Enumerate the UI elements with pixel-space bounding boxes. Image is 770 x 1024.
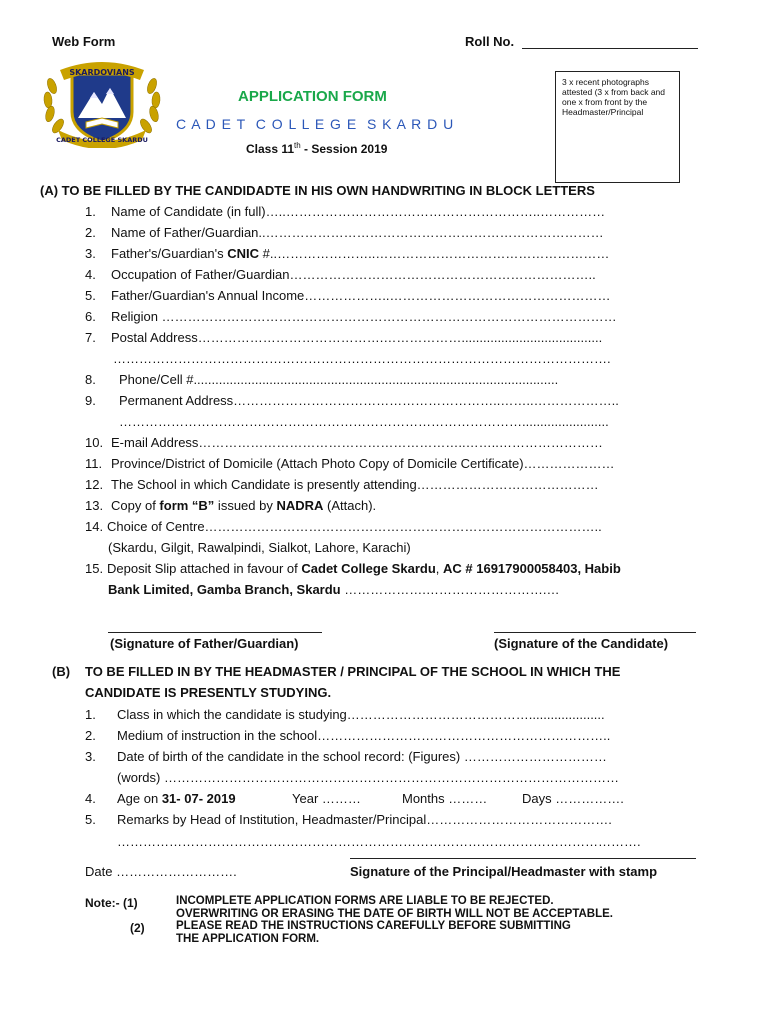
field-age-months[interactable]: Months ……… <box>402 791 488 806</box>
candidate-signature-line[interactable] <box>494 632 696 633</box>
field-postal-address[interactable]: 7. Postal Address…………………………………….………………....................................... <box>85 330 603 345</box>
field-dob-figures[interactable]: 3. Date of birth of the candidate in the school record: (Figures) …………………………… <box>85 749 607 764</box>
section-a-heading: (A) TO BE FILLED BY THE CANDIDADTE IN HIS OWN HANDWRITING IN BLOCK LETTERS <box>40 183 595 198</box>
roll-no-field[interactable] <box>522 48 698 49</box>
section-b-heading: TO BE FILLED IN BY THE HEADMASTER / PRINCIPAL OF THE SCHOOL IN WHICH THE <box>85 664 621 679</box>
field-email[interactable]: 10. E-mail Address……………………………………………………..……..…………………… <box>85 435 603 450</box>
svg-text:SKARDOVIANS: SKARDOVIANS <box>69 68 135 77</box>
centre-options: (Skardu, Gilgit, Rawalpindi, Sialkot, Lahore, Karachi) <box>108 540 411 555</box>
college-logo <box>38 56 166 148</box>
field-domicile[interactable]: 11. Province/District of Domicile (Attach Photo Copy of Domicile Certificate)………………… <box>85 456 615 471</box>
deposit-slip-line1: 15. Deposit Slip attached in favour of Cadet College Skardu, AC # 16917900058403, Habib <box>85 561 621 576</box>
web-form-label: Web Form <box>52 34 116 49</box>
field-age-days[interactable]: Days ……………. <box>522 791 624 806</box>
field-candidate-name[interactable]: 1. Name of Candidate (in full)…..…………………………………………………..…………… <box>85 204 606 219</box>
field-postal-address-line2[interactable]: ……………………………………………………………………………………………………. <box>113 351 611 366</box>
note-1: INCOMPLETE APPLICATION FORMS ARE LIABLE TO BE REJECTED. <box>176 895 554 907</box>
section-b-heading-line2: CANDIDATE IS PRESENTLY STUDYING. <box>85 685 332 700</box>
field-father-name[interactable]: 2. Name of Father/Guardian..…………………………………………………………………… <box>85 225 604 240</box>
field-permanent-address-line2[interactable]: …………………………………………………………………………………........................ <box>119 414 609 429</box>
father-signature-label: (Signature of Father/Guardian) <box>110 636 299 651</box>
field-medium[interactable]: 2. Medium of instruction in the school………………………………………………………….. <box>85 728 611 743</box>
note-1b: OVERWRITING OR ERASING THE DATE OF BIRTH WILL NOT BE ACCEPTABLE. <box>176 907 613 920</box>
photo-box[interactable] <box>555 71 680 183</box>
field-school[interactable]: 12. The School in which Candidate is presently attending…………………………………… <box>85 477 599 492</box>
field-remarks[interactable]: 5. Remarks by Head of Institution, Headmaster/Principal……………………………………. <box>85 812 612 827</box>
field-centre-choice[interactable]: 14. Choice of Centre……………………………………………………………………………….. <box>85 519 602 534</box>
note-label: Note:- (1) <box>85 896 138 910</box>
roll-no-label: Roll No. <box>465 34 515 49</box>
field-dob-words[interactable]: (words) …………………………………………………………………………………………… <box>117 770 619 785</box>
father-signature-line[interactable] <box>108 632 322 633</box>
field-phone[interactable]: 8. Phone/Cell #..................................................................................................... <box>85 372 559 387</box>
field-cnic[interactable]: 3. Father's/Guardian's CNIC #..…………………..……………………………………………… <box>85 246 610 261</box>
field-date[interactable]: Date ………………………. <box>85 864 237 879</box>
field-form-b: 13. Copy of form “B” issued by NADRA (Attach). <box>85 498 377 513</box>
note-label-2: (2) <box>130 921 145 935</box>
field-permanent-address[interactable]: 9. Permanent Address……………………………………………………..……..……………….. <box>85 393 619 408</box>
field-remarks-line2[interactable]: …………………………………………………………………………………………………………. <box>117 834 641 849</box>
field-religion[interactable]: 6. Religion …………………………………………………………………………………………… <box>85 309 617 324</box>
deposit-slip-line2[interactable]: Bank Limited, Gamba Branch, Skardu ……………….……………………….… <box>108 582 560 597</box>
notes-block <box>176 895 613 945</box>
field-age-year[interactable]: Year ……… <box>292 791 361 806</box>
field-occupation[interactable]: 4. Occupation of Father/Guardian…………………………………………………………….. <box>85 267 596 282</box>
class-session: Class 11th - Session 2019 <box>246 141 388 156</box>
principal-signature-line[interactable] <box>350 858 696 859</box>
svg-text:CADET COLLEGE SKARDU: CADET COLLEGE SKARDU <box>56 136 148 144</box>
page-title: APPLICATION FORM <box>238 88 387 105</box>
field-class-studying[interactable]: 1. Class in which the candidate is studying……………………………………..................... <box>85 707 605 722</box>
college-name: C A D E T C O L L E G E S K A R D U <box>176 116 455 132</box>
principal-signature-label: Signature of the Principal/Headmaster with stamp <box>350 864 658 879</box>
note-2b: THE APPLICATION FORM. <box>176 932 320 945</box>
field-income[interactable]: 5. Father/Guardian's Annual Income………………..…………………………………………… <box>85 288 611 303</box>
field-age: 4. Age on 31- 07- 2019 <box>85 791 236 806</box>
candidate-signature-label: (Signature of the Candidate) <box>494 636 669 651</box>
section-b-label: (B) <box>52 664 71 679</box>
note-2: PLEASE READ THE INSTRUCTIONS CAREFULLY BEFORE SUBMITTING <box>176 920 571 932</box>
photo-instructions: 3 x recent photographs attested (3 x from back and one x from front by the Headmaster/Principal <box>562 77 665 117</box>
